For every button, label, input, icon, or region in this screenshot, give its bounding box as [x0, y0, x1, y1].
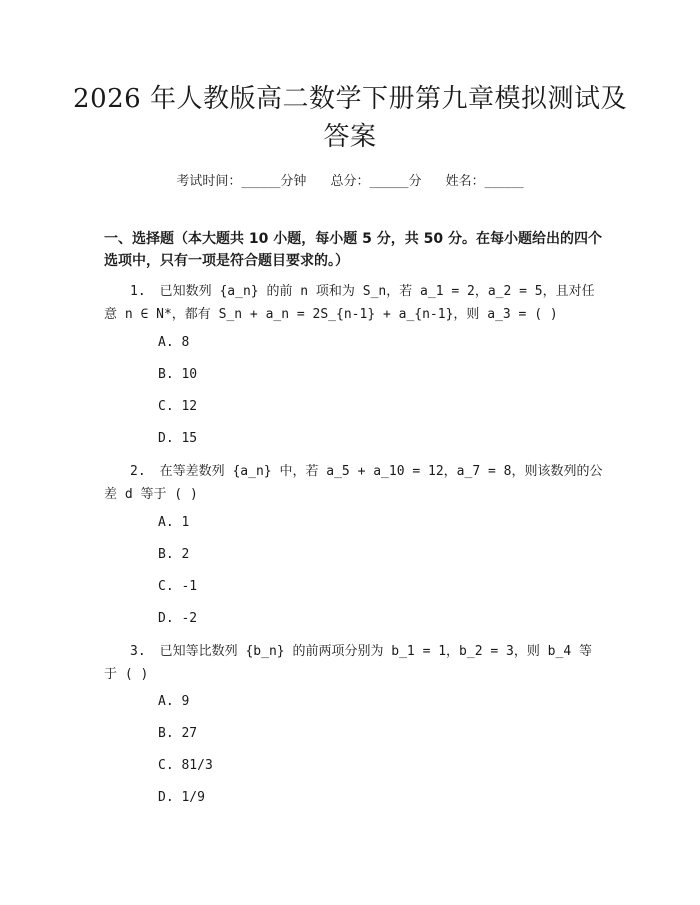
exam-info-line — [0, 170, 700, 189]
question-3 — [104, 640, 604, 686]
question-text: 在等差数列 {a_n} 中，若 a_5 + a_10 = 12，a_7 = 8，则该数列的公差 d 等于 ( ) — [104, 464, 603, 502]
question-number: 2. — [130, 464, 146, 479]
section-heading: 一、选择题（本大题共 10 小题，每小题 5 分，共 50 分。在每小题给出的四个选项中，只有一项是符合题目要求的。） — [104, 231, 602, 269]
option-2a: A. 1 — [158, 515, 190, 530]
option-3c: C. 81/3 — [158, 758, 213, 773]
option-3d: D. 1/9 — [158, 790, 205, 805]
option-1c: C. 12 — [158, 399, 198, 414]
question-2 — [104, 460, 604, 506]
question-text: 已知数列 {a_n} 的前 n 项和为 S_n，若 a_1 = 2，a_2 = 5，且对任意 n ∈ N*，都有 S_n + a_n = 2S_{n-1} + a_{n-1}，则 a_3 = ( ) — [104, 284, 595, 322]
option-2d: D. -2 — [158, 611, 198, 626]
document-title: 2026 年人教版高二数学下册第九章模拟测试及答案 — [73, 84, 627, 152]
option-2b: B. 2 — [158, 547, 190, 562]
option-3b: B. 27 — [158, 726, 198, 741]
option-1a: A. 8 — [158, 335, 190, 350]
question-1 — [104, 280, 604, 326]
exam-time: 考试时间：______分钟 — [176, 174, 307, 189]
question-text: 已知等比数列 {b_n} 的前两项分别为 b_1 = 1，b_2 = 3，则 b_4 等于 ( ) — [104, 644, 592, 682]
question-number: 3. — [130, 644, 146, 659]
option-1d: D. 15 — [158, 431, 198, 446]
student-name: 姓名：______ — [445, 174, 524, 189]
question-number: 1. — [130, 284, 146, 299]
exam-total-score: 总分：______分 — [330, 174, 422, 189]
option-3a: A. 9 — [158, 694, 190, 709]
option-2c: C. -1 — [158, 579, 198, 594]
option-1b: B. 10 — [158, 367, 198, 382]
